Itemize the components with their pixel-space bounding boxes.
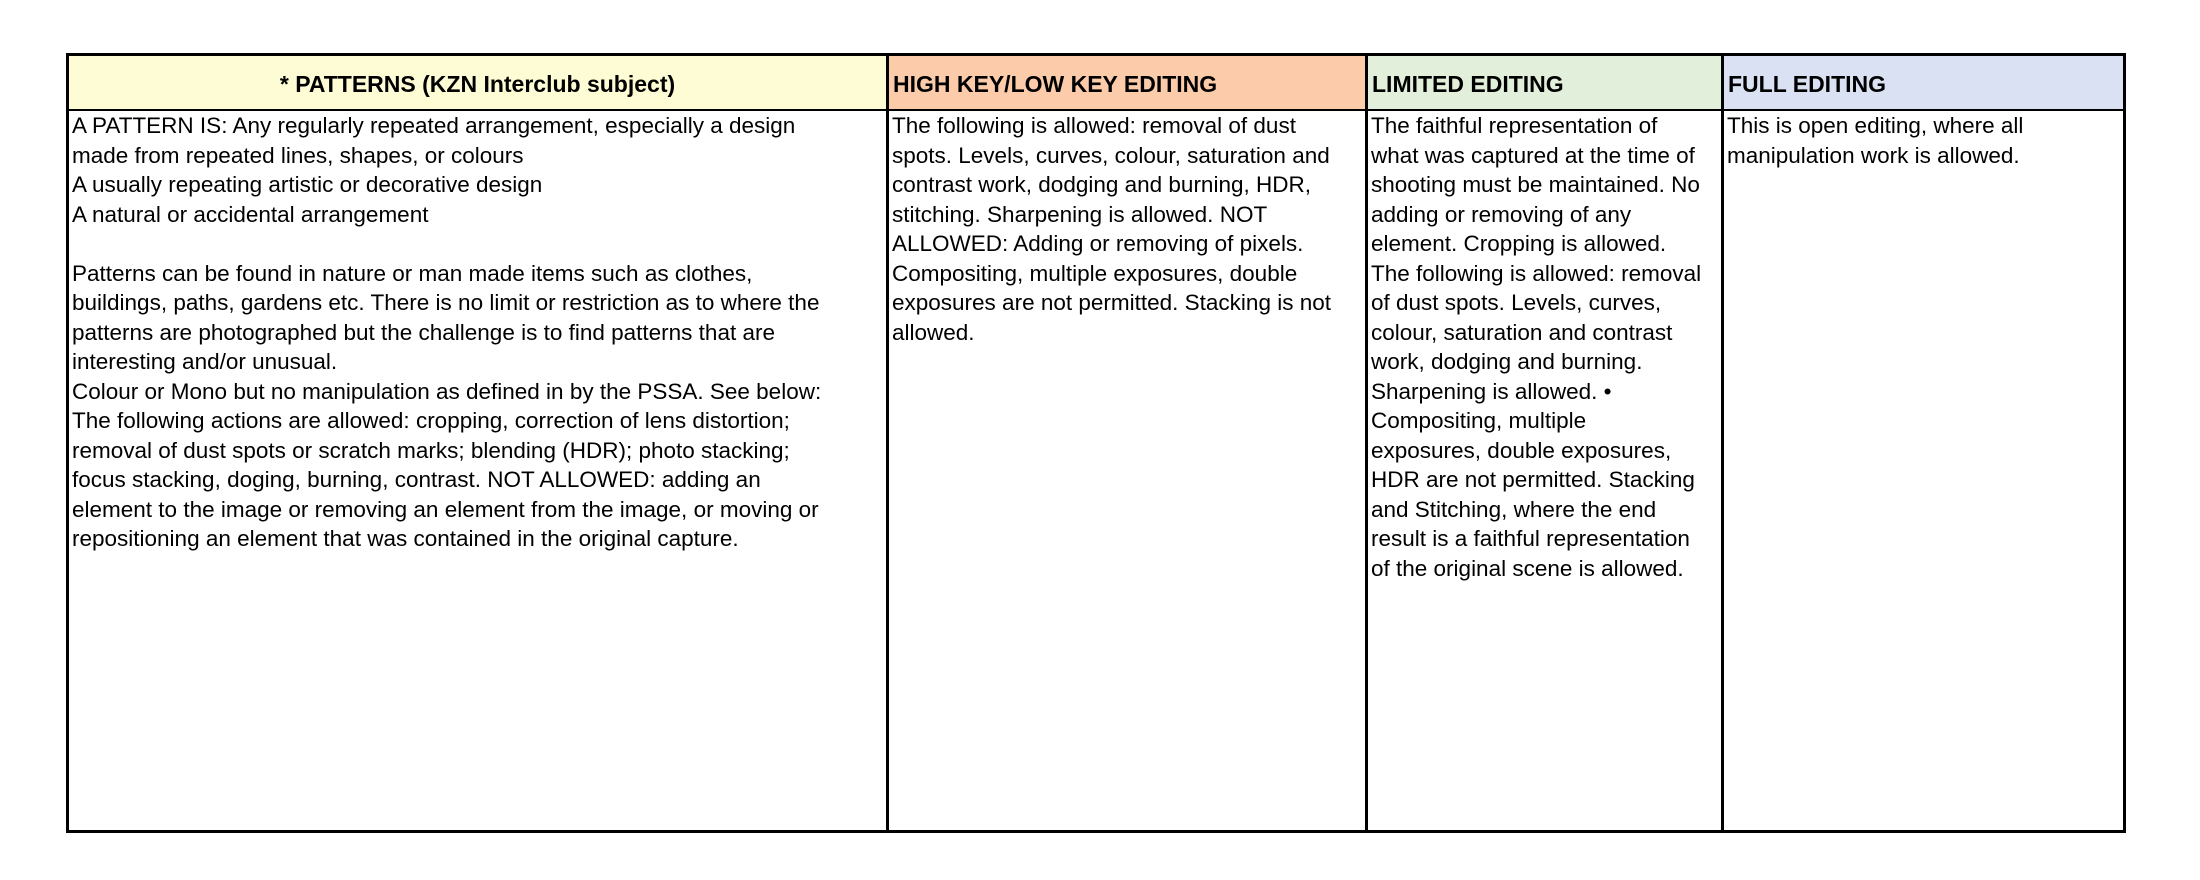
- text-line: spots. Levels, curves, colour, saturation and: [892, 142, 1330, 168]
- editing-rules-table: [66, 53, 2126, 833]
- text-line: removal of dust spots or scratch marks; blending (HDR); photo stacking;: [72, 437, 790, 463]
- text-line: Colour or Mono but no manipulation as defined in by the PSSA. See below:: [72, 378, 822, 404]
- text-line: This is open editing, where all: [1727, 113, 2024, 138]
- text-line: The following is allowed: removal: [1371, 260, 1702, 286]
- text-line: made from repeated lines, shapes, or colours: [72, 142, 524, 168]
- header-limited-editing: LIMITED EDITING: [1368, 56, 1724, 111]
- cell-limited-description: [1368, 111, 1724, 830]
- cell-full-editing-description: [1724, 111, 2123, 830]
- header-patterns: * PATTERNS (KZN Interclub subject): [69, 56, 889, 111]
- cell-high-low-key-description: [889, 111, 1368, 830]
- text-line: Compositing, multiple exposures, double: [892, 260, 1298, 286]
- text-line: contrast work, dodging and burning, HDR,: [892, 172, 1311, 197]
- text-line: exposures are not permitted. Stacking is not: [892, 290, 1331, 315]
- text-line: element. Cropping is allowed.: [1371, 231, 1667, 256]
- text-line: of the original scene is allowed.: [1371, 555, 1684, 581]
- text-line: element to the image or removing an element from the image, or moving or: [72, 496, 819, 522]
- text-line: patterns are photographed but the challenge is to find patterns that are: [72, 319, 775, 345]
- header-high-low-key-editing: HIGH KEY/LOW KEY EDITING: [889, 56, 1368, 111]
- text-line: Sharpening is allowed. •: [1371, 378, 1612, 404]
- text-line: of dust spots. Levels, curves,: [1371, 290, 1662, 315]
- text-line: what was captured at the time of: [1371, 142, 1695, 168]
- text-line: colour, saturation and contrast: [1371, 319, 1673, 345]
- text-line: The following actions are allowed: cropping, correction of lens distortion;: [72, 408, 790, 433]
- text-line: A natural or accidental arrangement: [72, 201, 429, 227]
- text-line: The faithful representation of: [1371, 113, 1658, 138]
- text-line: buildings, paths, gardens etc. There is no limit or restriction as to where the: [72, 290, 820, 315]
- text-line: work, dodging and burning.: [1371, 349, 1643, 374]
- text-line: focus stacking, doging, burning, contrast. NOT ALLOWED: adding an: [72, 467, 761, 492]
- text-line: manipulation work is allowed.: [1727, 142, 2020, 168]
- text-line: The following is allowed: removal of dust: [892, 113, 1296, 138]
- blank-line: [72, 229, 883, 259]
- text-line: allowed.: [892, 319, 975, 345]
- text-line: Compositing, multiple: [1371, 408, 1587, 433]
- text-line: shooting must be maintained. No: [1371, 172, 1700, 197]
- text-line: A usually repeating artistic or decorative design: [72, 172, 543, 197]
- header-full-editing: FULL EDITING: [1724, 56, 2123, 111]
- text-line: adding or removing of any: [1371, 201, 1632, 227]
- text-line: repositioning an element that was contained in the original capture.: [72, 526, 739, 551]
- text-line: interesting and/or unusual.: [72, 349, 338, 374]
- text-line: and Stitching, where the end: [1371, 496, 1657, 522]
- text-line: A PATTERN IS: Any regularly repeated arrangement, especially a design: [72, 113, 796, 138]
- text-line: Patterns can be found in nature or man made items such as clothes,: [72, 260, 753, 286]
- text-line: stitching. Sharpening is allowed. NOT: [892, 201, 1268, 227]
- text-line: ALLOWED: Adding or removing of pixels.: [892, 231, 1304, 256]
- text-line: result is a faithful representation: [1371, 526, 1690, 551]
- text-line: HDR are not permitted. Stacking: [1371, 467, 1695, 492]
- cell-patterns-description: [69, 111, 889, 830]
- text-line: exposures, double exposures,: [1371, 437, 1672, 463]
